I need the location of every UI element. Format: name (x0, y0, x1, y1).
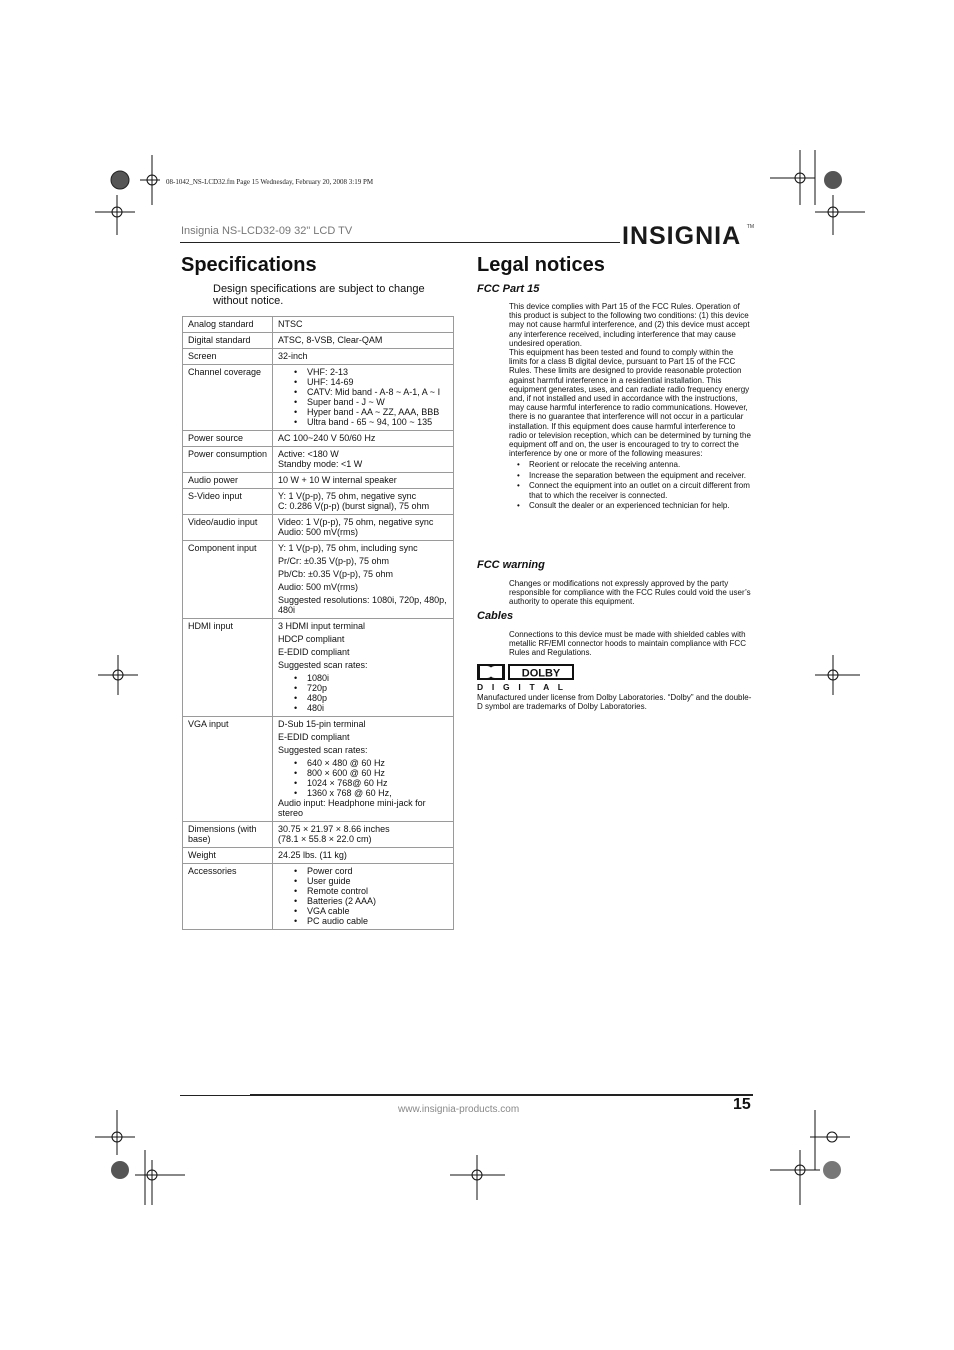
table-row (183, 447, 454, 473)
list-item: • Remote control (294, 886, 449, 896)
logo-tm: TM (746, 224, 754, 230)
spec-label: Digital standard (183, 333, 273, 349)
list-item: • VGA cable (294, 906, 449, 916)
registration-mark-icon (95, 1110, 135, 1155)
spec-value (273, 864, 454, 930)
print-info: 08-1042_NS-LCD32.fm Page 15 Wednesday, February 20, 2008 3:19 PM (166, 178, 374, 186)
list-item: • UHF: 14-69 (294, 377, 449, 387)
spec-bullet-list (278, 758, 449, 798)
list-item: • 1360 x 768 @ 60 Hz, (294, 788, 449, 798)
spec-value-line: Standby mode: <1 W (278, 459, 363, 469)
spec-value (273, 333, 454, 349)
registration-mark-icon (98, 655, 138, 695)
list-item: • 1024 × 768@ 60 Hz (294, 778, 449, 788)
spec-label: Video/audio input (183, 515, 273, 541)
spec-value-line: C: 0.286 V(p-p) (burst signal), 75 ohm (278, 501, 430, 511)
fcc-warning-body (509, 579, 752, 607)
spec-value (273, 317, 454, 333)
footer-url: www.insignia-products.com (398, 1104, 520, 1115)
spec-bullet-list (278, 367, 449, 427)
footer-rule-thick (250, 1094, 753, 1096)
list-item: • Hyper band - AA ~ ZZ, AAA, BBB (294, 407, 449, 417)
spec-value-line: ATSC, 8-VSB, Clear-QAM (278, 335, 383, 345)
spec-label: Component input (183, 541, 273, 619)
list-item: • 640 × 480 @ 60 Hz (294, 758, 449, 768)
spec-label: S-Video input (183, 489, 273, 515)
table-row (183, 431, 454, 447)
table-row (183, 515, 454, 541)
list-item: • Ultra band - 65 ~ 94, 100 ~ 135 (294, 417, 449, 427)
spec-value-line: Pb/Cb: ±0.35 V(p-p), 75 ohm (278, 569, 393, 579)
legal-notices-heading: Legal notices (477, 254, 605, 276)
registration-mark-icon (770, 1110, 850, 1205)
header-title: Insignia NS-LCD32-09 32" LCD TV (181, 225, 353, 237)
spec-value-line: Active: <180 W (278, 449, 339, 459)
spec-bullet-list (278, 673, 449, 713)
spec-value-line: 10 W + 10 W internal speaker (278, 475, 397, 485)
registration-mark-icon (100, 1150, 185, 1205)
spec-value-line: Suggested resolutions: 1080i, 720p, 480p, 480i (278, 595, 447, 615)
list-item: • Power cord (294, 866, 449, 876)
table-row (183, 848, 454, 864)
spec-value-line: 3 HDMI input terminal (278, 621, 366, 631)
table-row (183, 541, 454, 619)
spec-value-line: Pr/Cr: ±0.35 V(p-p), 75 ohm (278, 556, 389, 566)
list-item: • 800 × 600 @ 60 Hz (294, 768, 449, 778)
spec-label: Power source (183, 431, 273, 447)
spec-value (273, 349, 454, 365)
spec-value (273, 822, 454, 848)
page-number: 15 (733, 1096, 751, 1113)
list-item: • PC audio cable (294, 916, 449, 926)
table-row (183, 822, 454, 848)
spec-value (273, 515, 454, 541)
insignia-logo (622, 222, 754, 256)
list-item: • 1080i (294, 673, 449, 683)
spec-value-line: 32-inch (278, 351, 308, 361)
spec-value-line: Audio: 500 mV(rms) (278, 527, 359, 537)
list-item: • Batteries (2 AAA) (294, 896, 449, 906)
spec-value-line: (78.1 × 55.8 × 22.0 cm) (278, 834, 372, 844)
spec-label: VGA input (183, 717, 273, 822)
spec-value (273, 717, 454, 822)
registration-mark-icon (815, 195, 865, 235)
list-item: • Increase the separation between the equipment and receiver. (517, 471, 752, 480)
spec-value (273, 541, 454, 619)
table-row (183, 349, 454, 365)
spec-value (273, 848, 454, 864)
spec-value (273, 431, 454, 447)
dolby-logo-sub: D I G I T A L (477, 682, 567, 692)
specifications-intro: Design specifications are subject to change without notice. (213, 283, 425, 307)
spec-label: Dimensions (with base) (183, 822, 273, 848)
logo-text: INSIGNIA (622, 222, 742, 250)
cables-body (509, 630, 752, 658)
spec-label: Channel coverage (183, 365, 273, 431)
spec-value-line: HDCP compliant (278, 634, 345, 644)
spec-value (273, 489, 454, 515)
cables-title: Cables (477, 610, 514, 622)
table-row (183, 317, 454, 333)
list-item: • Super band - J ~ W (294, 397, 449, 407)
spec-value (273, 447, 454, 473)
spec-bullet-list (278, 866, 449, 926)
spec-value (273, 619, 454, 717)
spec-value-line: Suggested scan rates: (278, 745, 368, 755)
table-row (183, 333, 454, 349)
fcc-part15-body (509, 302, 752, 510)
spec-label: Weight (183, 848, 273, 864)
table-row (183, 489, 454, 515)
spec-value-line: Y: 1 V(p-p), 75 ohm, negative sync (278, 491, 417, 501)
registration-mark-icon (95, 195, 135, 235)
spec-value-line: D-Sub 15-pin terminal (278, 719, 366, 729)
spec-value-line: Audio input: Headphone mini-jack for stereo (278, 798, 426, 818)
spec-label: Audio power (183, 473, 273, 489)
spec-value-line: 30.75 × 21.97 × 8.66 inches (278, 824, 390, 834)
spec-label: Analog standard (183, 317, 273, 333)
fcc-part15-paragraph: This equipment has been tested and found to comply within the limits for a class B digital device, pursuant to Part 15 of the FCC Rules. These limits are designed to provide reasonable protection against harmful interference in a residential installation. This equipment generates, uses, and can radiate radio frequency energy and, if not installed and used in accordance with the instructions, may cause harmful interference to radio communications. However, there is no guarantee that interference will not occur in a particular installation. If this equipment does cause harmful interference to radio or television reception, which can be determined by turning the equipment off and on, the user is encouraged to try to correct the interference by one or more of the following measures: (509, 348, 751, 459)
header-rule (180, 242, 620, 243)
table-row (183, 864, 454, 930)
spec-value-line: AC 100~240 V 50/60 Hz (278, 433, 376, 443)
spec-label: Power consumption (183, 447, 273, 473)
cables-text: Connections to this device must be made with shielded cables with metallic RF/EMI connector hoods to maintain compliance with FCC Rules and Regulations. (509, 630, 746, 658)
spec-value-line: E-EDID compliant (278, 732, 350, 742)
table-row (183, 473, 454, 489)
fcc-warning-title: FCC warning (477, 559, 545, 571)
list-item: • User guide (294, 876, 449, 886)
table-row (183, 717, 454, 822)
spec-value-line: Video: 1 V(p-p), 75 ohm, negative sync (278, 517, 434, 527)
list-item: • Connect the equipment into an outlet on a circuit different from that to which the receiver is connected. (517, 481, 752, 499)
spec-value-line: Suggested scan rates: (278, 660, 368, 670)
spec-value-line: E-EDID compliant (278, 647, 350, 657)
registration-mark-icon (450, 1155, 505, 1200)
list-item: • 480p (294, 693, 449, 703)
table-row (183, 365, 454, 431)
fcc-part15-paragraph: This device complies with Part 15 of the FCC Rules. Operation of this product is subject to the following two conditions: (1) this device may not cause harmful interference, and (2) this device must accept any interference received, including interference that may cause undesired operation. (509, 302, 750, 348)
fcc-warning-text: Changes or modifications not expressly approved by the party responsible for compliance with the FCC Rules could void the user’s authority to operate this equipment. (509, 579, 751, 607)
list-item: • 720p (294, 683, 449, 693)
specifications-heading: Specifications (181, 254, 317, 276)
list-item: • Reorient or relocate the receiving antenna. (517, 460, 752, 469)
fcc-part15-title: FCC Part 15 (477, 283, 540, 295)
spec-value (273, 365, 454, 431)
fcc-measures-list (509, 460, 752, 511)
spec-label: Accessories (183, 864, 273, 930)
spec-value-line: Y: 1 V(p-p), 75 ohm, including sync (278, 543, 418, 553)
spec-label: HDMI input (183, 619, 273, 717)
spec-value (273, 473, 454, 489)
list-item: • VHF: 2-13 (294, 367, 449, 377)
table-row (183, 619, 454, 717)
specifications-table (182, 316, 454, 930)
spec-label: Screen (183, 349, 273, 365)
list-item: • Consult the dealer or an experienced technician for help. (517, 501, 752, 510)
list-item: • CATV: Mid band - A-8 ~ A-1, A ~ I (294, 387, 449, 397)
list-item: • 480i (294, 703, 449, 713)
dolby-digital-logo (477, 664, 577, 692)
registration-mark-icon (815, 655, 860, 695)
dolby-logo-word: DOLBY (521, 667, 561, 680)
spec-value-line: Audio: 500 mV(rms) (278, 582, 359, 592)
spec-value-line: NTSC (278, 319, 303, 329)
spec-value-line: 24.25 lbs. (11 kg) (278, 850, 347, 860)
dolby-trademark-note: Manufactured under license from Dolby Laboratories. “Dolby” and the double-D symbol are trademarks of Dolby Laboratories. (477, 693, 752, 711)
